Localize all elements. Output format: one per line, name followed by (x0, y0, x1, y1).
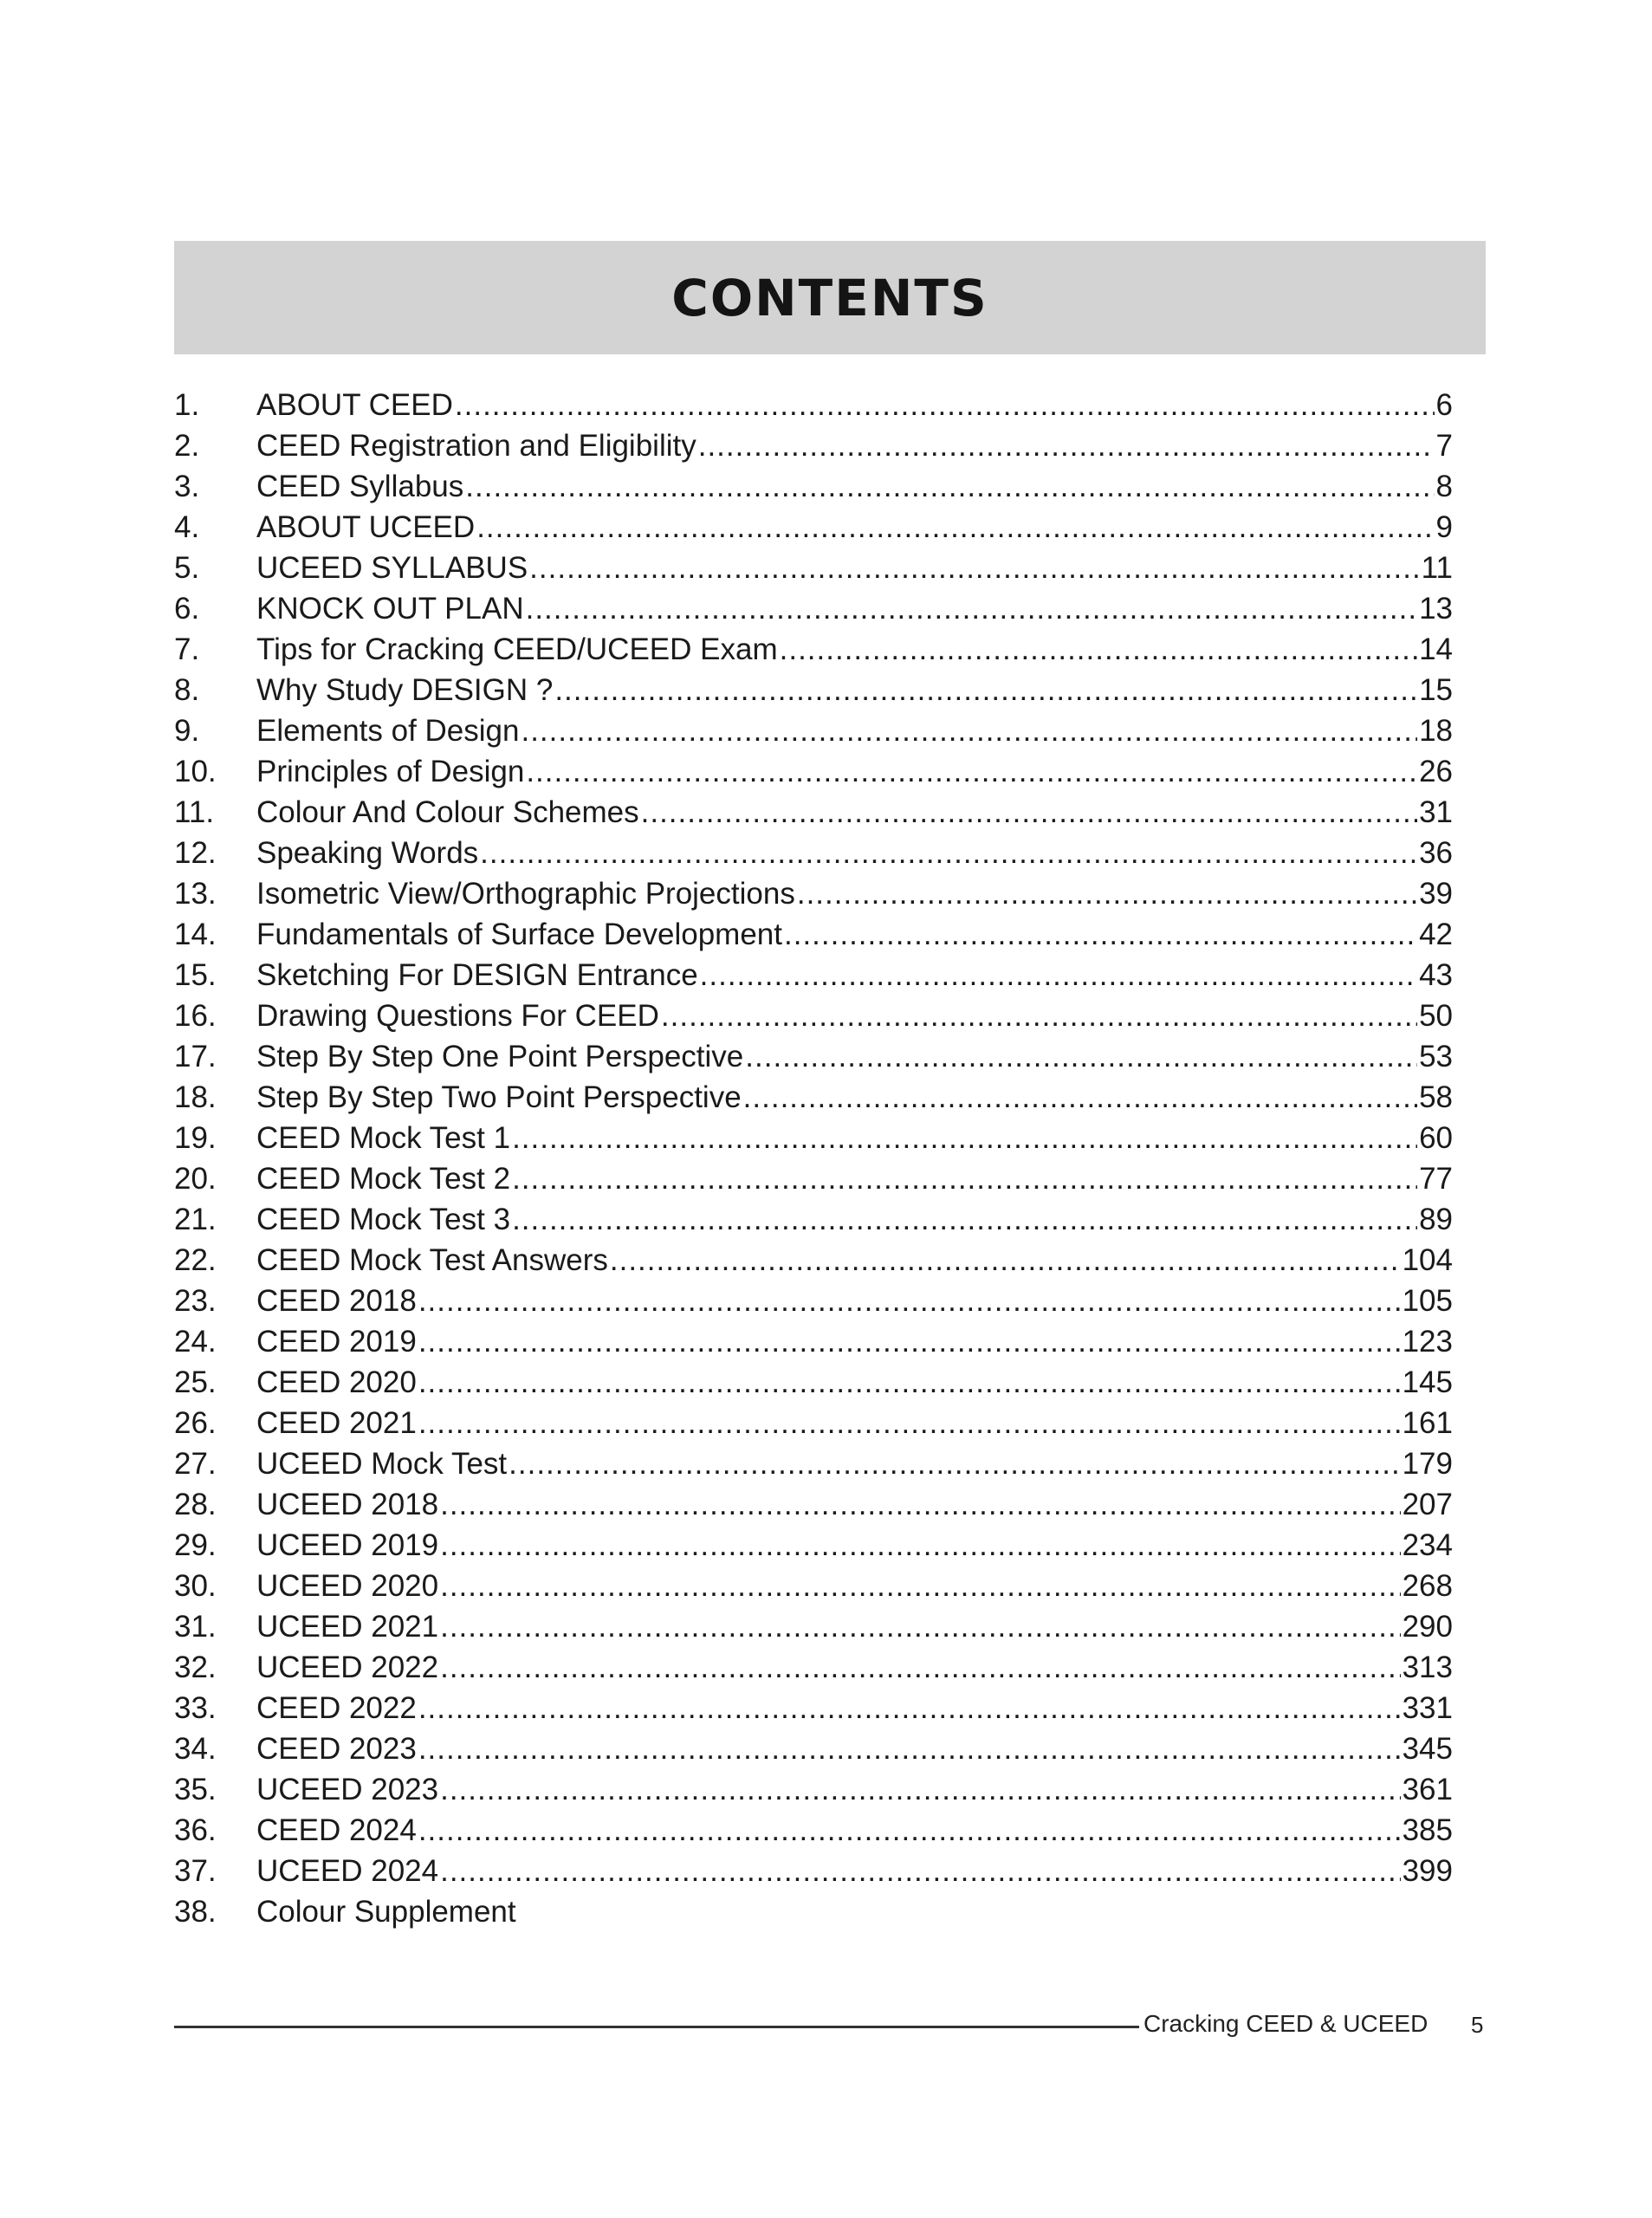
toc-entry-title: KNOCK OUT PLAN (256, 592, 524, 626)
toc-entry (174, 873, 1453, 914)
toc-entry (174, 1036, 1453, 1077)
toc-entry-title: ABOUT CEED (256, 388, 453, 422)
toc-entry-number: 35. (174, 1773, 217, 1806)
toc-entry-title: CEED 2018 (256, 1284, 417, 1318)
toc-entry-number: 15. (174, 958, 217, 992)
toc-entry-page: 161 (1402, 1406, 1453, 1440)
toc-entry-number: 6. (174, 592, 200, 626)
toc-dot-leader (440, 1769, 1400, 1810)
toc-entry-number: 10. (174, 755, 217, 788)
toc-entry-title: CEED 2021 (256, 1406, 417, 1440)
toc-entry-number: 13. (174, 877, 217, 911)
toc-entry (174, 1851, 1453, 1891)
toc-entry-title: Fundamentals of Surface Development (256, 918, 782, 951)
toc-dot-leader (480, 833, 1417, 873)
toc-entry-title: CEED Mock Test 3 (256, 1203, 511, 1236)
toc-entry (174, 466, 1453, 507)
toc-entry-title: Tips for Cracking CEED/UCEED Exam (256, 632, 778, 666)
footer-divider (174, 2026, 1139, 2028)
footer-page-number: 5 (1471, 2012, 1484, 2038)
toc-entry-page: 290 (1402, 1610, 1453, 1644)
toc-dot-leader (526, 751, 1417, 792)
toc-dot-leader (440, 1606, 1400, 1647)
toc-entry-title: UCEED SYLLABUS (256, 551, 528, 585)
toc-dot-leader (440, 1525, 1400, 1566)
toc-entry-title: UCEED 2019 (256, 1528, 439, 1562)
toc-entry-title: Step By Step One Point Perspective (256, 1040, 744, 1073)
toc-entry (174, 670, 1453, 710)
toc-entry-page: 385 (1402, 1813, 1453, 1847)
toc-entry (174, 792, 1453, 833)
toc-entry-title: Colour Supplement (256, 1895, 516, 1929)
toc-dot-leader (610, 1240, 1401, 1281)
toc-entry (174, 1240, 1453, 1281)
toc-entry-page: 313 (1402, 1651, 1453, 1684)
toc-entry-page: 58 (1419, 1080, 1453, 1114)
toc-entry (174, 996, 1453, 1036)
toc-entry-title: UCEED 2020 (256, 1569, 439, 1603)
toc-entry-number: 16. (174, 999, 217, 1033)
toc-dot-leader (418, 1321, 1401, 1362)
toc-dot-leader (745, 1036, 1417, 1077)
toc-entry-page: 43 (1419, 958, 1453, 992)
toc-entry-number: 22. (174, 1243, 217, 1277)
toc-entry-number: 33. (174, 1691, 217, 1725)
toc-entry-number: 4. (174, 510, 200, 544)
toc-entry-number: 26. (174, 1406, 217, 1440)
toc-entry-title: Elements of Design (256, 714, 520, 748)
toc-entry-number: 17. (174, 1040, 217, 1073)
toc-entry (174, 955, 1453, 996)
toc-entry-title: CEED Mock Test 2 (256, 1162, 511, 1196)
toc-entry (174, 425, 1453, 466)
toc-entry (174, 385, 1453, 425)
toc-dot-leader (440, 1566, 1400, 1606)
toc-entry-title: Principles of Design (256, 755, 525, 788)
contents-header-band (174, 241, 1486, 354)
toc-dot-leader (661, 996, 1417, 1036)
toc-dot-leader (440, 1851, 1400, 1891)
toc-entry (174, 1688, 1453, 1728)
toc-entry-number: 23. (174, 1284, 217, 1318)
toc-dot-leader (509, 1443, 1400, 1484)
toc-dot-leader (554, 670, 1417, 710)
toc-entry-number: 1. (174, 388, 200, 422)
toc-entry-page: 399 (1402, 1854, 1453, 1888)
toc-entry-title: Isometric View/Orthographic Projections (256, 877, 795, 911)
toc-entry-number: 38. (174, 1895, 217, 1929)
toc-entry-number: 27. (174, 1447, 217, 1481)
toc-dot-leader (529, 548, 1419, 588)
toc-entry (174, 1443, 1453, 1484)
toc-entry-page: 123 (1402, 1325, 1453, 1359)
toc-dot-leader (797, 873, 1417, 914)
toc-entry (174, 1566, 1453, 1606)
toc-entry-page: 50 (1419, 999, 1453, 1033)
toc-entry-number: 28. (174, 1488, 217, 1521)
toc-entry-title: Speaking Words (256, 836, 479, 870)
toc-entry-page: 234 (1402, 1528, 1453, 1562)
toc-entry-number: 34. (174, 1732, 217, 1766)
toc-entry (174, 1403, 1453, 1443)
toc-entry-page: 105 (1402, 1284, 1453, 1318)
toc-entry (174, 914, 1453, 955)
toc-entry-number: 14. (174, 918, 217, 951)
toc-entry-page: 31 (1419, 795, 1453, 829)
toc-entry-title: CEED Registration and Eligibility (256, 429, 696, 463)
toc-entry-number: 3. (174, 470, 200, 503)
toc-entry-number: 21. (174, 1203, 217, 1236)
toc-dot-leader (418, 1810, 1401, 1851)
toc-entry-title: UCEED 2018 (256, 1488, 439, 1521)
toc-entry-title: UCEED 2023 (256, 1773, 439, 1806)
toc-entry-number: 24. (174, 1325, 217, 1359)
toc-entry-page: 145 (1402, 1365, 1453, 1399)
toc-dot-leader (455, 385, 1435, 425)
table-of-contents (174, 385, 1453, 1932)
toc-entry-page: 6 (1435, 388, 1453, 422)
toc-entry-page: 26 (1419, 755, 1453, 788)
toc-entry-title: CEED 2020 (256, 1365, 417, 1399)
toc-entry-page: 361 (1402, 1773, 1453, 1806)
page-title: CONTENTS (671, 268, 988, 328)
toc-entry-number: 5. (174, 551, 200, 585)
toc-entry (174, 588, 1453, 629)
toc-entry (174, 1118, 1453, 1158)
toc-entry (174, 833, 1453, 873)
toc-entry-number: 8. (174, 673, 200, 707)
toc-entry-page: 9 (1435, 510, 1453, 544)
toc-entry (174, 629, 1453, 670)
toc-entry (174, 1647, 1453, 1688)
toc-dot-leader (418, 1281, 1401, 1321)
toc-entry-title: ABOUT UCEED (256, 510, 476, 544)
footer-book-title: Cracking CEED & UCEED (1143, 2010, 1428, 2037)
toc-dot-leader (418, 1403, 1401, 1443)
toc-entry-page: 36 (1419, 836, 1453, 870)
toc-dot-leader (465, 466, 1434, 507)
toc-entry (174, 1199, 1453, 1240)
toc-entry-title: CEED Mock Test 1 (256, 1121, 511, 1155)
toc-entry-number: 11. (174, 795, 215, 829)
toc-dot-leader (440, 1484, 1400, 1525)
toc-entry-page: 39 (1419, 877, 1453, 911)
toc-entry-title: Step By Step Two Point Perspective (256, 1080, 742, 1114)
toc-entry (174, 1891, 1453, 1932)
toc-entry (174, 1281, 1453, 1321)
toc-entry-page: 179 (1402, 1447, 1453, 1481)
toc-entry-number: 36. (174, 1813, 217, 1847)
toc-entry-title: CEED 2024 (256, 1813, 417, 1847)
toc-entry (174, 1810, 1453, 1851)
toc-dot-leader (641, 792, 1417, 833)
toc-entry-page: 42 (1419, 918, 1453, 951)
toc-entry-page: 15 (1419, 673, 1453, 707)
toc-entry-page: 11 (1421, 551, 1453, 585)
toc-entry-title: UCEED 2022 (256, 1651, 439, 1684)
toc-entry-number: 30. (174, 1569, 217, 1603)
toc-entry-page: 104 (1402, 1243, 1453, 1277)
toc-dot-leader (418, 1362, 1401, 1403)
toc-entry-title: CEED Syllabus (256, 470, 464, 503)
toc-entry-title: Drawing Questions For CEED (256, 999, 659, 1033)
toc-dot-leader (521, 710, 1417, 751)
toc-entry-number: 9. (174, 714, 200, 748)
toc-dot-leader (440, 1647, 1400, 1688)
toc-entry (174, 1077, 1453, 1118)
toc-entry (174, 1362, 1453, 1403)
toc-dot-leader (780, 629, 1417, 670)
toc-entry-page: 89 (1419, 1203, 1453, 1236)
toc-dot-leader (784, 914, 1417, 955)
toc-entry-page: 207 (1402, 1488, 1453, 1521)
toc-entry-title: CEED 2019 (256, 1325, 417, 1359)
toc-entry (174, 1484, 1453, 1525)
toc-entry-page: 77 (1419, 1162, 1453, 1196)
toc-entry-title: CEED 2023 (256, 1732, 417, 1766)
toc-entry-title: CEED 2022 (256, 1691, 417, 1725)
toc-dot-leader (512, 1118, 1417, 1158)
toc-entry-title: Colour And Colour Schemes (256, 795, 639, 829)
toc-entry-number: 2. (174, 429, 200, 463)
toc-entry (174, 1606, 1453, 1647)
toc-entry-page: 7 (1435, 429, 1453, 463)
toc-entry-title: Why Study DESIGN ? (256, 673, 554, 707)
toc-dot-leader (743, 1077, 1417, 1118)
toc-dot-leader (512, 1158, 1417, 1199)
toc-dot-leader (418, 1688, 1401, 1728)
toc-entry-number: 37. (174, 1854, 217, 1888)
toc-entry-title: UCEED Mock Test (256, 1447, 508, 1481)
toc-entry-title: UCEED 2024 (256, 1854, 439, 1888)
toc-entry-page: 53 (1419, 1040, 1453, 1073)
toc-entry (174, 1158, 1453, 1199)
toc-entry-page: 18 (1419, 714, 1453, 748)
toc-entry-number: 7. (174, 632, 200, 666)
toc-entry-number: 19. (174, 1121, 217, 1155)
toc-entry-page: 331 (1402, 1691, 1453, 1725)
toc-entry-number: 12. (174, 836, 217, 870)
toc-dot-leader (418, 1728, 1401, 1769)
toc-entry (174, 710, 1453, 751)
toc-dot-leader (512, 1199, 1417, 1240)
toc-entry-page: 13 (1419, 592, 1453, 626)
toc-entry (174, 1728, 1453, 1769)
toc-entry-number: 20. (174, 1162, 217, 1196)
toc-entry-page: 14 (1419, 632, 1453, 666)
toc-dot-leader (698, 425, 1435, 466)
toc-entry (174, 1769, 1453, 1810)
toc-entry-title: UCEED 2021 (256, 1610, 439, 1644)
toc-entry-number: 29. (174, 1528, 217, 1562)
toc-entry (174, 507, 1453, 548)
toc-entry (174, 751, 1453, 792)
toc-dot-leader (526, 588, 1417, 629)
toc-dot-leader (476, 507, 1434, 548)
toc-entry-number: 25. (174, 1365, 217, 1399)
toc-entry (174, 548, 1453, 588)
toc-entry-page: 345 (1402, 1732, 1453, 1766)
toc-entry-title: CEED Mock Test Answers (256, 1243, 608, 1277)
toc-entry-number: 31. (174, 1610, 217, 1644)
toc-entry-number: 18. (174, 1080, 217, 1114)
toc-dot-leader (700, 955, 1417, 996)
toc-entry (174, 1321, 1453, 1362)
toc-entry-number: 32. (174, 1651, 217, 1684)
toc-entry-page: 8 (1435, 470, 1453, 503)
toc-entry (174, 1525, 1453, 1566)
toc-entry-page: 60 (1419, 1121, 1453, 1155)
toc-entry-title: Sketching For DESIGN Entrance (256, 958, 698, 992)
toc-entry-page: 268 (1402, 1569, 1453, 1603)
